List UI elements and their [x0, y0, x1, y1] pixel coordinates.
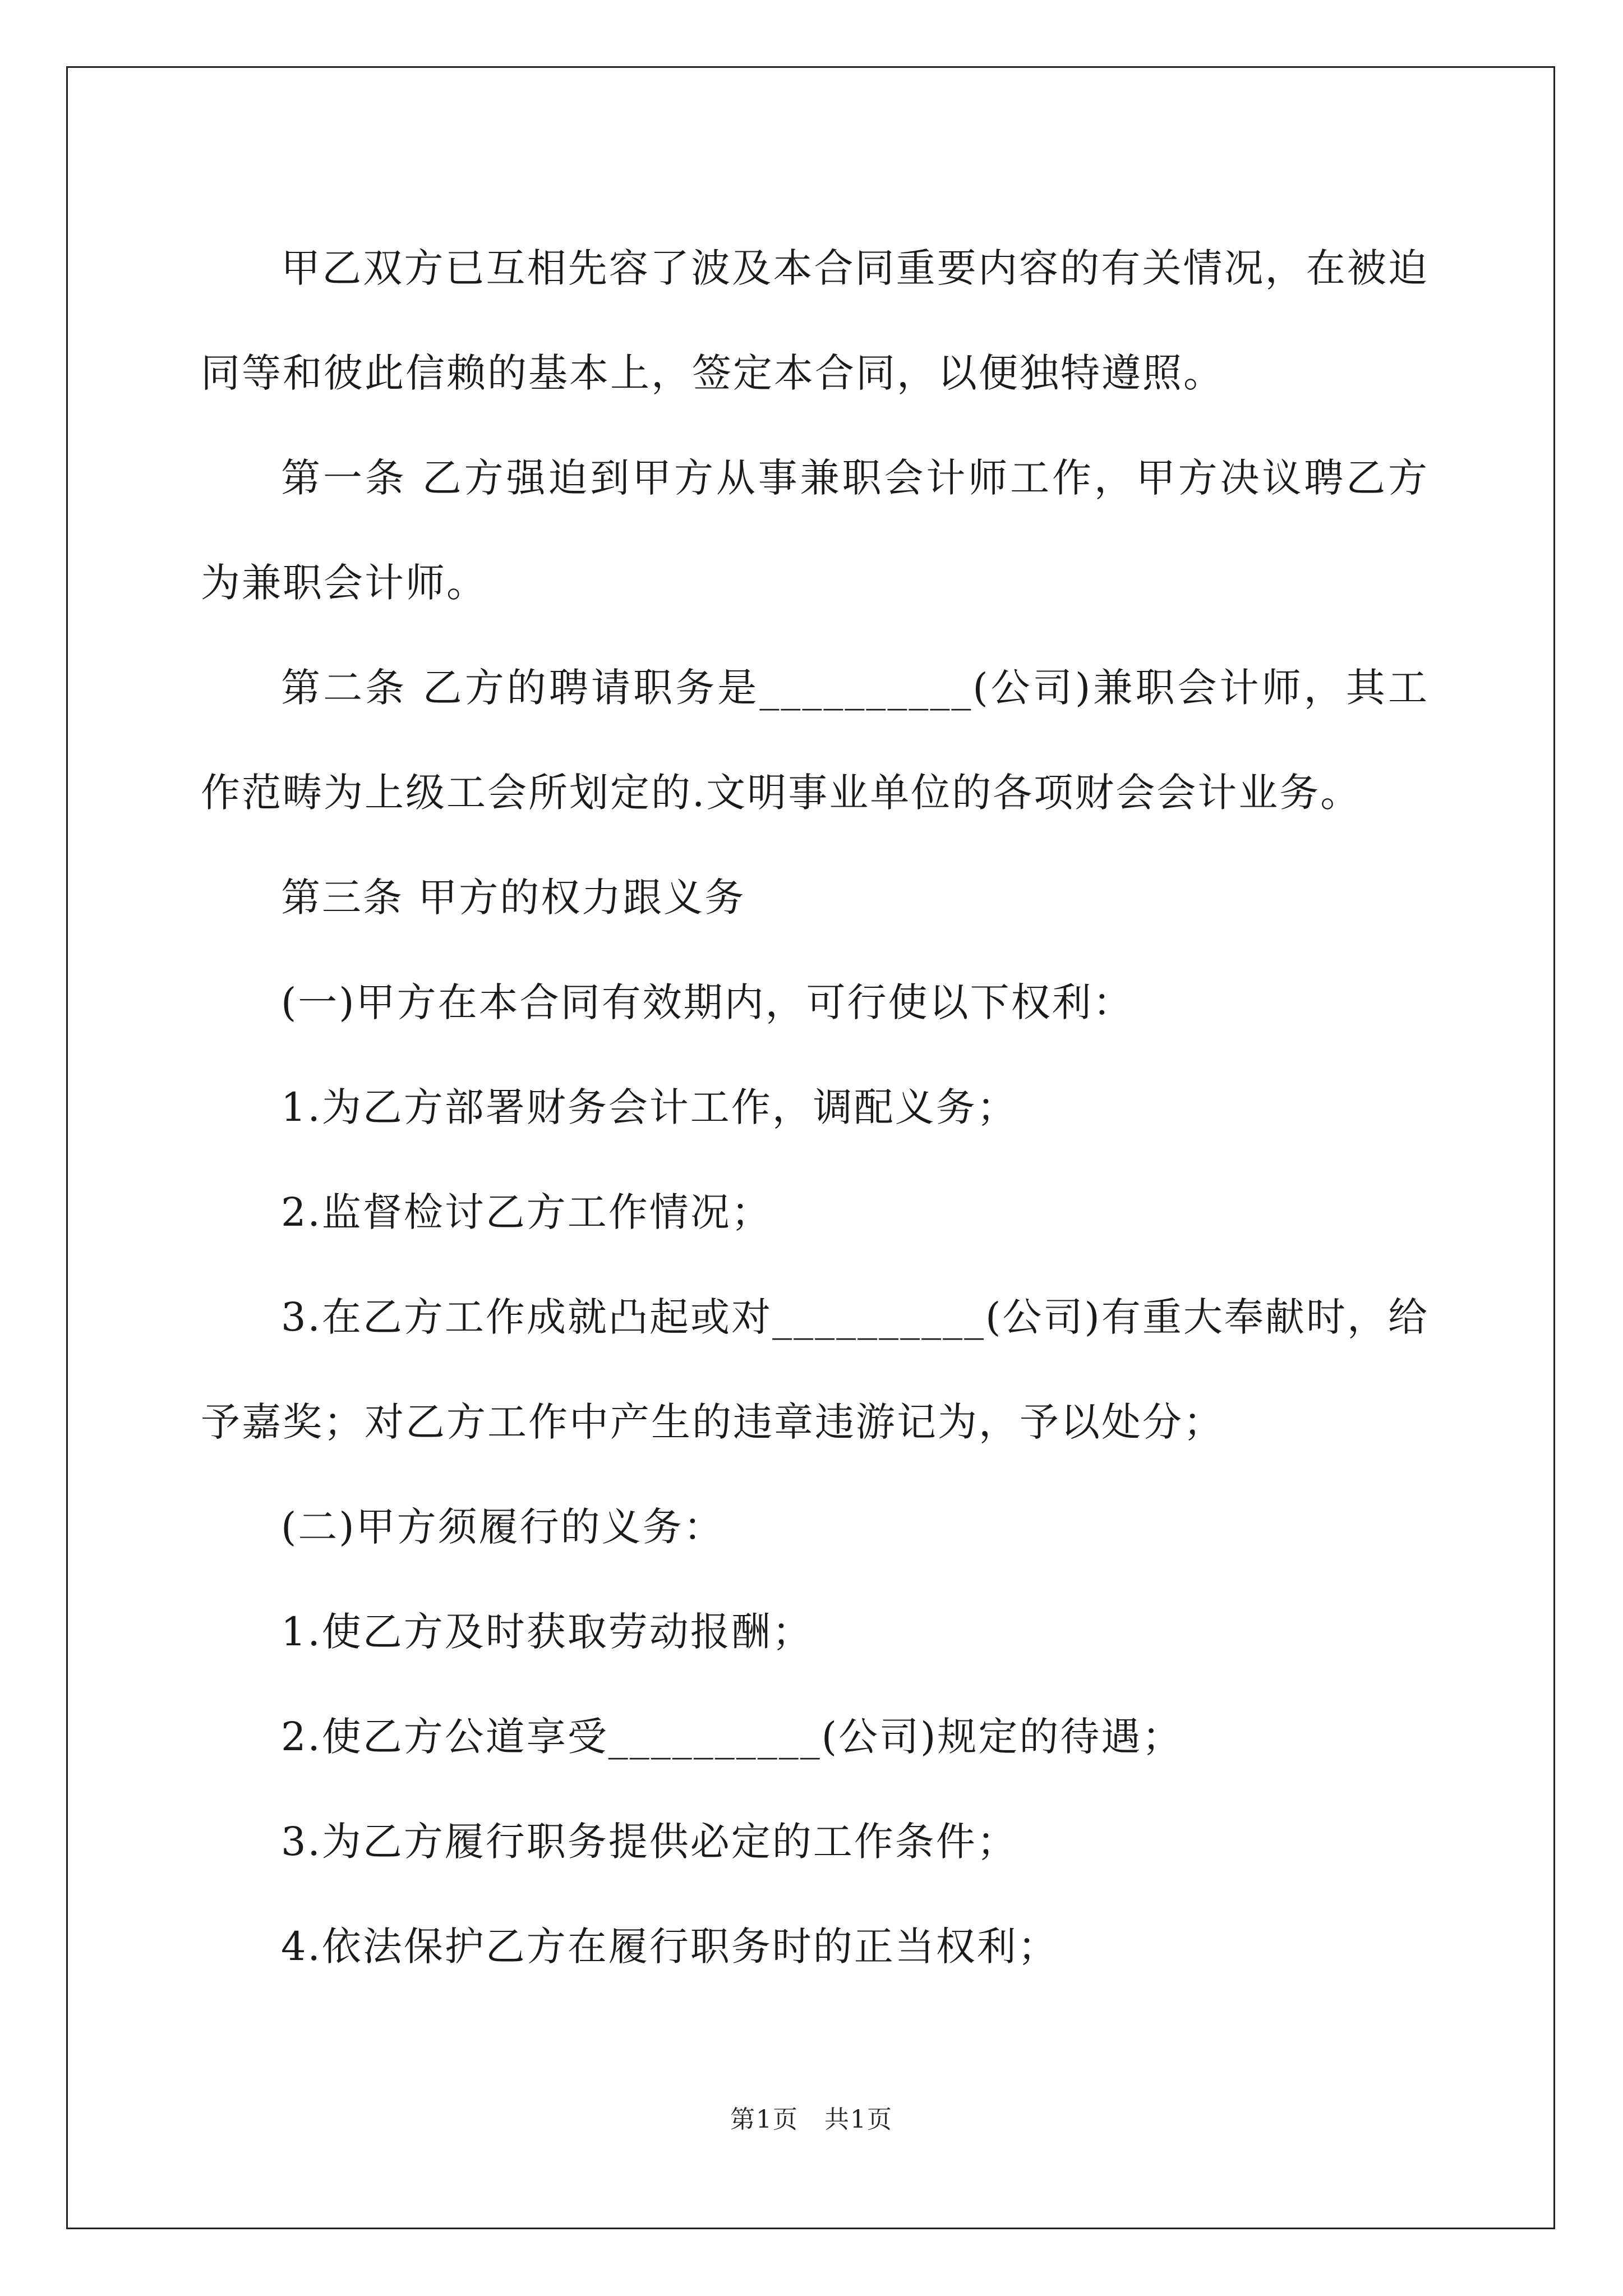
paragraph-right-2: 2.监督检讨乙方工作情况； — [281, 1189, 772, 1235]
paragraph-rights-heading: (一)甲方在本合同有效期内，可行使以下权利： — [281, 979, 1134, 1025]
document-body — [201, 216, 1429, 1999]
paragraph-duty-2: 2.使乙方公道享受__________(公司)规定的待遇； — [281, 1714, 1183, 1760]
paragraph-article-2: 第二条 乙方的聘请职务是__________(公司)兼职会计师，其工作范畴为上级工会所划定的.文明事业单位的各项财会会计业务。 — [201, 665, 1429, 816]
paragraph-duties-heading: (二)甲方须履行的义务： — [281, 1504, 725, 1550]
paragraph-right-3: 3.在乙方工作成就凸起或对__________(公司)有重大奉献时，给予嘉奖；对乙方工作中产生的违章违游记为，予以处分； — [201, 1294, 1429, 1445]
paragraph-intro: 甲乙双方已互相先容了波及本合同重要内容的有关情况，在被迫同等和彼此信赖的基本上，签定本合同，以便独特遵照。 — [201, 245, 1429, 396]
paragraph-duty-1: 1.使乙方及时获取劳动报酬； — [281, 1609, 813, 1655]
paragraph-right-1: 1.为乙方部署财务会计工作，调配义务； — [281, 1084, 1018, 1130]
paragraph-duty-4: 4.依法保护乙方在履行职务时的正当权利； — [281, 1924, 1059, 1970]
paragraph-article-1: 第一条 乙方强迫到甲方从事兼职会计师工作，甲方决议聘乙方为兼职会计师。 — [201, 455, 1429, 606]
page-footer: 第1页 共1页 — [730, 2105, 893, 2134]
paragraph-article-3-heading: 第三条 甲方的权力跟义务 — [281, 875, 746, 921]
paragraph-duty-3: 3.为乙方履行职务提供必定的工作条件； — [281, 1819, 1018, 1865]
